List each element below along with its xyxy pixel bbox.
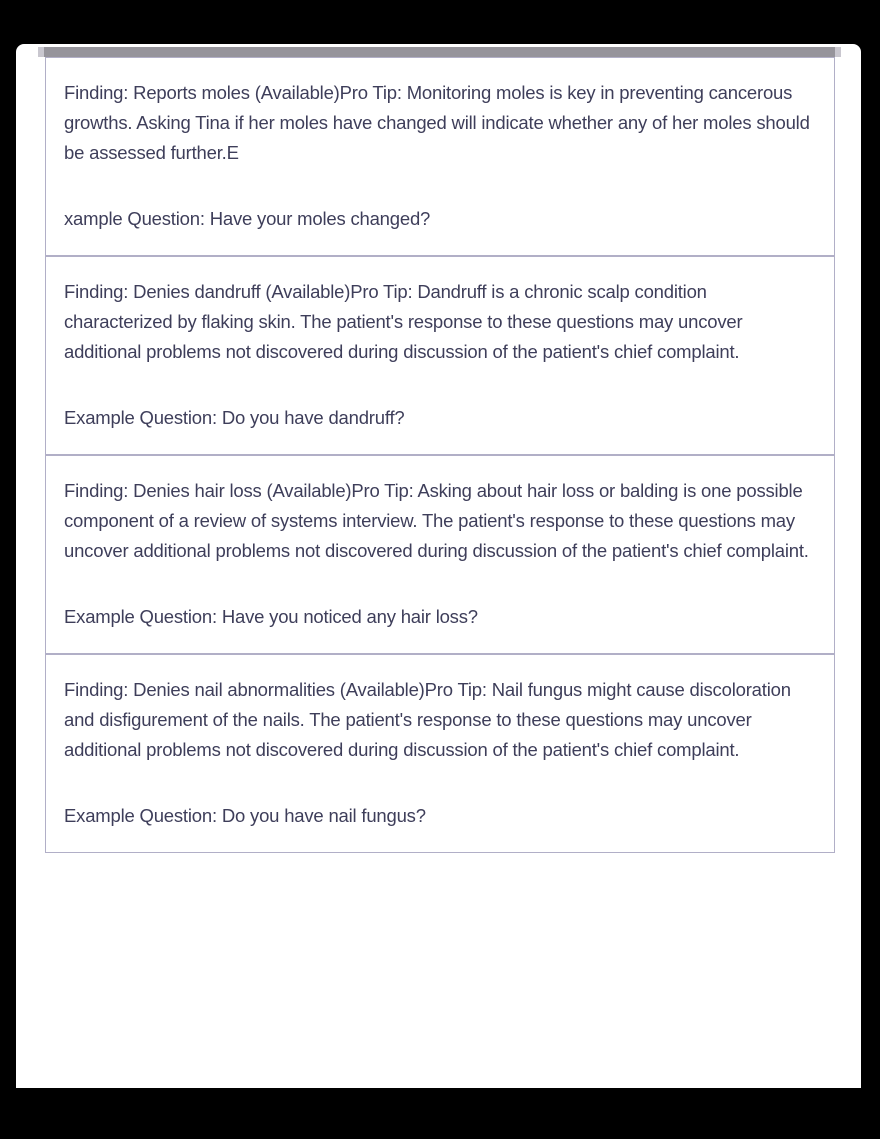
- finding-text: Finding: Reports moles (Available)Pro Tip: Monitoring moles is key in preventing cancerous growths. Asking Tina if her moles have changed will indicate whether any of her moles should be assessed further.E: [64, 82, 810, 163]
- content-panel: [16, 44, 861, 1088]
- finding-card-nail-abnormalities: [45, 654, 835, 853]
- finding-text: Finding: Denies nail abnormalities (Available)Pro Tip: Nail fungus might cause discoloration and disfigurement of the nails. The patient's response to these questions may uncover additional problems not discovered during discussion of the patient's chief complaint.: [64, 679, 791, 760]
- scrollbar-thumb[interactable]: [44, 47, 835, 57]
- finding-text: Finding: Denies dandruff (Available)Pro Tip: Dandruff is a chronic scalp condition characterized by flaking skin. The patient's response to these questions may uncover additional problems not discovered during discussion of the patient's chief complaint.: [64, 281, 743, 362]
- example-question-text: Example Question: Do you have dandruff?: [64, 407, 405, 428]
- example-question-text: Example Question: Do you have nail fungus?: [64, 805, 426, 826]
- example-question-text: Example Question: Have you noticed any hair loss?: [64, 606, 478, 627]
- scrollbar-right-cap[interactable]: [835, 47, 841, 57]
- findings-list: [45, 57, 835, 853]
- finding-card-dandruff: [45, 256, 835, 455]
- horizontal-scrollbar[interactable]: [38, 47, 841, 57]
- example-question-text: xample Question: Have your moles changed?: [64, 208, 431, 229]
- finding-text: Finding: Denies hair loss (Available)Pro Tip: Asking about hair loss or balding is one possible component of a review of systems interview. The patient's response to these questions may uncover additional problems not discovered during discussion of the patient's chief complaint.: [64, 480, 809, 561]
- finding-card-moles: [45, 57, 835, 256]
- finding-card-hair-loss: [45, 455, 835, 654]
